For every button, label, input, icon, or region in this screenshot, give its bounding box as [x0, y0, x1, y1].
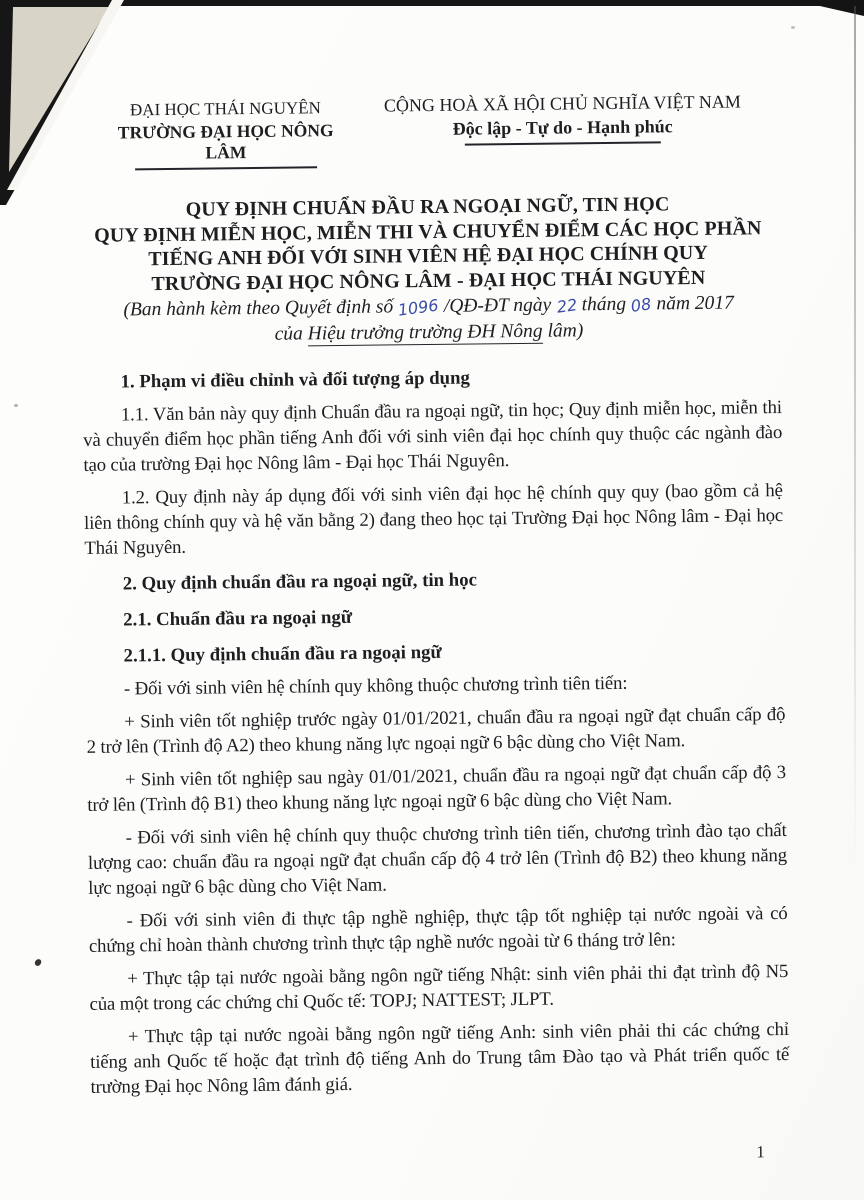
header-national-block: [364, 90, 761, 146]
document-body: [82, 351, 789, 1100]
title-line-1: QUY ĐỊNH CHUẨN ĐẦU RA NGOẠI NGỮ, TIN HỌC: [185, 193, 670, 221]
document-title: [50, 191, 806, 350]
decree-text-mid1: /QĐ-ĐT ngày: [443, 294, 552, 317]
decree-issuer-pre: của: [274, 323, 308, 345]
national-motto: Độc lập - Tự do - Hạnh phúc: [452, 116, 673, 139]
header-left-underline: [135, 166, 317, 170]
decree-issuer: Hiệu trưởng trường ĐH Nông: [307, 320, 543, 345]
handwritten-decree-number: 1096: [397, 295, 441, 320]
bullet-regular-students: - Đối với sinh viên hệ chính quy không thuộc chương trình tiên tiến:: [123, 672, 628, 700]
bullet-japanese-internship: + Thực tập tại nước ngoài bằng ngôn ngữ tiếng Nhật: sinh viên phải thi đạt trình độ N5 của một trong các chứng chỉ Quốc tế: TOPJ; NATTEST; JLPT.: [89, 960, 789, 1015]
section-2-1-1-heading: 2.1.1. Quy định chuẩn đầu ra ngoại ngữ: [123, 641, 442, 667]
header-right-underline: [465, 141, 661, 145]
bullet-graduates-after-2021: + Sinh viên tốt nghiệp sau ngày 01/01/2021, chuẩn đầu ra ngoại ngữ đạt chuẩn cấp độ 3 trở lên (Trình độ B1) theo khung năng lực ngoại ngữ 6 bậc dùng cho Việt Nam.: [87, 761, 787, 816]
page-number: 1: [756, 1142, 765, 1162]
section-2-heading: 2. Quy định chuẩn đầu ra ngoại ngữ, tin học: [122, 569, 478, 595]
decree-text-post: năm 2017: [656, 292, 734, 315]
paragraph-1-2: 1.2. Quy định này áp dụng đối với sinh viên đại học hệ chính quy quy (bao gồm cả hệ liên thông chính quy và hệ văn bằng 2) đang theo học tại Trường Đại học Nông lâm - Đại học Thái Nguyên.: [83, 480, 784, 559]
national-title: CỘNG HOÀ XÃ HỘI CHỦ NGHĨA VIỆT NAM: [383, 91, 741, 116]
title-line-4: TRƯỜNG ĐẠI HỌC NÔNG LÂM - ĐẠI HỌC THÁI NGUYÊN: [151, 266, 706, 295]
bullet-graduates-before-2021: + Sinh viên tốt nghiệp trước ngày 01/01/2021, chuẩn đầu ra ngoại ngữ đạt chuẩn cấp độ 2 trở lên (Trình độ A2) theo khung năng lực ngoại ngữ 6 bậc dùng cho Việt Nam.: [86, 703, 786, 758]
title-line-3: TIẾNG ANH ĐỐI VỚI SINH VIÊN HỆ ĐẠI HỌC CHÍNH QUY: [148, 241, 709, 271]
title-line-2: QUY ĐỊNH MIỄN HỌC, MIỄN THI VÀ CHUYỂN ĐIỂM CÁC HỌC PHẦN: [94, 216, 762, 247]
decree-text-pre: (Ban hành kèm theo Quyết định số: [123, 296, 394, 321]
handwritten-month: 08: [630, 294, 653, 316]
section-1-heading: 1. Phạm vi điều chỉnh và đối tượng áp dụng: [120, 367, 471, 393]
decree-issuer-post: lâm): [542, 320, 584, 342]
university-name: ĐẠI HỌC THÁI NGUYÊN: [129, 98, 321, 120]
header-university-block: [100, 97, 351, 171]
handwritten-day: 22: [555, 295, 578, 317]
section-2-1-heading: 2.1. Chuẩn đầu ra ngoại ngữ: [123, 606, 353, 631]
bullet-advanced-program: - Đối với sinh viên hệ chính quy thuộc chương trình tiên tiến, chương trình đào tạo chất lượng cao: chuẩn đầu ra ngoại ngữ đạt chuẩn cấp độ 4 trở lên (Trình độ B2) theo khung năng lực ngoại ngữ 6 bậc dùng cho Việt Nam.: [87, 819, 788, 899]
bullet-english-internship: + Thực tập tại nước ngoài bằng ngôn ngữ tiếng Anh: sinh viên phải thi các chứng chỉ tiếng anh Quốc tế hoặc đạt trình độ tiếng Anh do Trung tâm Đào tạo và Phát triển quốc tế trường Đại học Nông lâm đánh giá.: [90, 1018, 790, 1098]
school-name: TRƯỜNG ĐẠI HỌC NÔNG LÂM: [117, 120, 334, 163]
paragraph-1-1: 1.1. Văn bản này quy định Chuẩn đầu ra ngoại ngữ, tin học; Quy định miễn học, miễn thi và chuyển điểm học phần tiếng Anh đối với sinh viên đại học chính quy thuộc các ngành đào tạo của trường Đại học Nông lâm - Đại học Thái Nguyên.: [83, 397, 783, 476]
bullet-internship-abroad: - Đối với sinh viên đi thực tập nghề nghiệp, thực tập tốt nghiệp tại nước ngoài và có chứng chỉ hoàn thành chương trình thực tập nghề nước ngoài từ 6 tháng trở lên:: [88, 902, 788, 957]
decree-text-mid2: tháng: [581, 293, 627, 316]
